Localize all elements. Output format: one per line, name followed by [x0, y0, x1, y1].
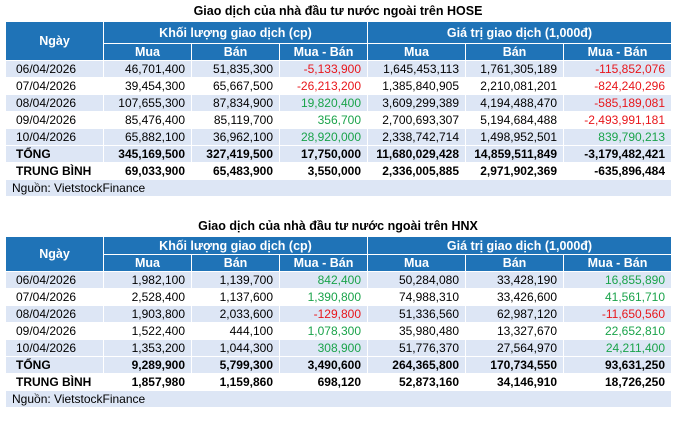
vol-sell-cell: 51,835,300 [192, 61, 280, 78]
val-buy-cell: 74,988,310 [368, 289, 466, 306]
vol-buy-cell: 1,353,200 [104, 340, 192, 357]
date-cell: 08/04/2026 [6, 306, 104, 323]
table-row [6, 61, 672, 78]
total-row [6, 146, 672, 163]
volume-sell-header: Bán [192, 255, 280, 272]
val-net-cell: -585,189,081 [564, 95, 672, 112]
vol-net-cell: 1,078,300 [280, 323, 368, 340]
table-row [6, 323, 672, 340]
total-val-buy-cell: 264,365,800 [368, 357, 466, 374]
value-buy-header: Mua [368, 44, 466, 61]
vol-buy-cell: 46,701,400 [104, 61, 192, 78]
val-sell-cell: 5,194,684,488 [466, 112, 564, 129]
total-val-net-cell: -3,179,482,421 [564, 146, 672, 163]
vol-buy-cell: 1,903,800 [104, 306, 192, 323]
date-cell: 10/04/2026 [6, 340, 104, 357]
total-val-sell-cell: 14,859,511,849 [466, 146, 564, 163]
value-net-header: Mua - Bán [564, 255, 672, 272]
val-net-cell: -2,493,991,181 [564, 112, 672, 129]
vol-net-cell: -5,133,900 [280, 61, 368, 78]
vol-net-cell: -129,800 [280, 306, 368, 323]
hnx-title: Giao dịch của nhà đầu tư nước ngoài trên HNX [198, 219, 478, 233]
vol-buy-cell: 1,982,100 [104, 272, 192, 289]
val-net-cell: -824,240,296 [564, 78, 672, 95]
val-buy-cell: 51,336,560 [368, 306, 466, 323]
table-row [6, 129, 672, 146]
average-vol-net-cell: 698,120 [280, 374, 368, 391]
val-net-cell: -115,852,076 [564, 61, 672, 78]
average-row [6, 374, 672, 391]
total-vol-sell-cell: 327,419,500 [192, 146, 280, 163]
date-cell: 06/04/2026 [6, 61, 104, 78]
volume-group-header: Khối lượng giao dịch (cp) [104, 237, 368, 255]
volume-net-header: Mua - Bán [280, 255, 368, 272]
date-cell: 09/04/2026 [6, 112, 104, 129]
volume-sell-header: Bán [192, 44, 280, 61]
date-cell: 07/04/2026 [6, 78, 104, 95]
hnx-table [5, 236, 672, 408]
val-sell-cell: 27,564,970 [466, 340, 564, 357]
vol-buy-cell: 1,522,400 [104, 323, 192, 340]
vol-sell-cell: 85,119,700 [192, 112, 280, 129]
vol-sell-cell: 87,834,900 [192, 95, 280, 112]
total-row [6, 357, 672, 374]
vol-net-cell: 842,400 [280, 272, 368, 289]
vol-net-cell: 308,900 [280, 340, 368, 357]
vol-buy-cell: 65,882,100 [104, 129, 192, 146]
date-column-header: Ngày [6, 237, 104, 272]
val-net-cell: 22,652,810 [564, 323, 672, 340]
value-sell-header: Bán [466, 44, 564, 61]
vol-net-cell: 19,820,400 [280, 95, 368, 112]
date-column-header: Ngày [6, 22, 104, 61]
source-row [6, 391, 672, 408]
vol-net-cell: 356,700 [280, 112, 368, 129]
val-net-cell: 16,855,890 [564, 272, 672, 289]
vol-buy-cell: 85,476,400 [104, 112, 192, 129]
total-vol-net-cell: 3,490,600 [280, 357, 368, 374]
value-sell-header: Bán [466, 255, 564, 272]
volume-buy-header: Mua [104, 44, 192, 61]
vol-sell-cell: 65,667,500 [192, 78, 280, 95]
val-buy-cell: 3,609,299,389 [368, 95, 466, 112]
vol-sell-cell: 1,044,300 [192, 340, 280, 357]
average-vol-buy-cell: 1,857,980 [104, 374, 192, 391]
date-cell: 06/04/2026 [6, 272, 104, 289]
total-val-sell-cell: 170,734,550 [466, 357, 564, 374]
val-buy-cell: 50,284,080 [368, 272, 466, 289]
val-net-cell: 24,211,400 [564, 340, 672, 357]
total-vol-buy-cell: 345,169,500 [104, 146, 192, 163]
date-cell: 07/04/2026 [6, 289, 104, 306]
total-val-buy-cell: 11,680,029,428 [368, 146, 466, 163]
total-vol-sell-cell: 5,799,300 [192, 357, 280, 374]
vol-sell-cell: 2,033,600 [192, 306, 280, 323]
val-buy-cell: 1,385,840,905 [368, 78, 466, 95]
source-note: Nguồn: VietstockFinance [6, 180, 672, 197]
table-row [6, 112, 672, 129]
val-net-cell: 41,561,710 [564, 289, 672, 306]
source-note: Nguồn: VietstockFinance [6, 391, 672, 408]
volume-buy-header: Mua [104, 255, 192, 272]
average-vol-sell-cell: 1,159,860 [192, 374, 280, 391]
hose-title: Giao dịch của nhà đầu tư nước ngoài trên HOSE [193, 4, 483, 18]
val-buy-cell: 2,338,742,714 [368, 129, 466, 146]
val-sell-cell: 33,426,600 [466, 289, 564, 306]
vol-net-cell: 28,920,000 [280, 129, 368, 146]
value-net-header: Mua - Bán [564, 44, 672, 61]
table-row [6, 289, 672, 306]
volume-group-header: Khối lượng giao dịch (cp) [104, 22, 368, 44]
vol-buy-cell: 39,454,300 [104, 78, 192, 95]
table-row [6, 340, 672, 357]
average-val-buy-cell: 2,336,005,885 [368, 163, 466, 180]
average-val-net-cell: 18,726,250 [564, 374, 672, 391]
average-val-buy-cell: 52,873,160 [368, 374, 466, 391]
vol-net-cell: 1,390,800 [280, 289, 368, 306]
table-row [6, 306, 672, 323]
vol-buy-cell: 2,528,400 [104, 289, 192, 306]
total-vol-buy-cell: 9,289,900 [104, 357, 192, 374]
volume-net-header: Mua - Bán [280, 44, 368, 61]
val-net-cell: -11,650,560 [564, 306, 672, 323]
total-vol-net-cell: 17,750,000 [280, 146, 368, 163]
table-row [6, 272, 672, 289]
val-sell-cell: 1,498,952,501 [466, 129, 564, 146]
val-sell-cell: 62,987,120 [466, 306, 564, 323]
val-sell-cell: 1,761,305,189 [466, 61, 564, 78]
val-sell-cell: 33,428,190 [466, 272, 564, 289]
vol-sell-cell: 444,100 [192, 323, 280, 340]
table-row [6, 78, 672, 95]
average-label: TRUNG BÌNH [6, 163, 104, 180]
table-row [6, 95, 672, 112]
average-vol-buy-cell: 69,033,900 [104, 163, 192, 180]
val-net-cell: 839,790,213 [564, 129, 672, 146]
val-sell-cell: 2,210,081,201 [466, 78, 564, 95]
val-buy-cell: 2,700,693,307 [368, 112, 466, 129]
average-val-sell-cell: 2,971,902,369 [466, 163, 564, 180]
val-buy-cell: 35,980,480 [368, 323, 466, 340]
vol-sell-cell: 36,962,100 [192, 129, 280, 146]
average-vol-net-cell: 3,550,000 [280, 163, 368, 180]
vol-net-cell: -26,213,200 [280, 78, 368, 95]
date-cell: 08/04/2026 [6, 95, 104, 112]
average-row [6, 163, 672, 180]
vol-buy-cell: 107,655,300 [104, 95, 192, 112]
total-label: TỔNG [6, 146, 104, 163]
value-buy-header: Mua [368, 255, 466, 272]
average-label: TRUNG BÌNH [6, 374, 104, 391]
average-val-net-cell: -635,896,484 [564, 163, 672, 180]
average-vol-sell-cell: 65,483,900 [192, 163, 280, 180]
val-sell-cell: 4,194,488,470 [466, 95, 564, 112]
vol-sell-cell: 1,137,600 [192, 289, 280, 306]
average-val-sell-cell: 34,146,910 [466, 374, 564, 391]
source-row [6, 180, 672, 197]
hose-table-body [6, 61, 672, 197]
date-cell: 09/04/2026 [6, 323, 104, 340]
total-label: TỔNG [6, 357, 104, 374]
val-sell-cell: 13,327,670 [466, 323, 564, 340]
value-group-header: Giá trị giao dịch (1,000đ) [368, 22, 672, 44]
vol-sell-cell: 1,139,700 [192, 272, 280, 289]
val-buy-cell: 51,776,370 [368, 340, 466, 357]
hnx-table-body [6, 272, 672, 408]
val-buy-cell: 1,645,453,113 [368, 61, 466, 78]
date-cell: 10/04/2026 [6, 129, 104, 146]
value-group-header: Giá trị giao dịch (1,000đ) [368, 237, 672, 255]
total-val-net-cell: 93,631,250 [564, 357, 672, 374]
hose-table [5, 21, 672, 197]
